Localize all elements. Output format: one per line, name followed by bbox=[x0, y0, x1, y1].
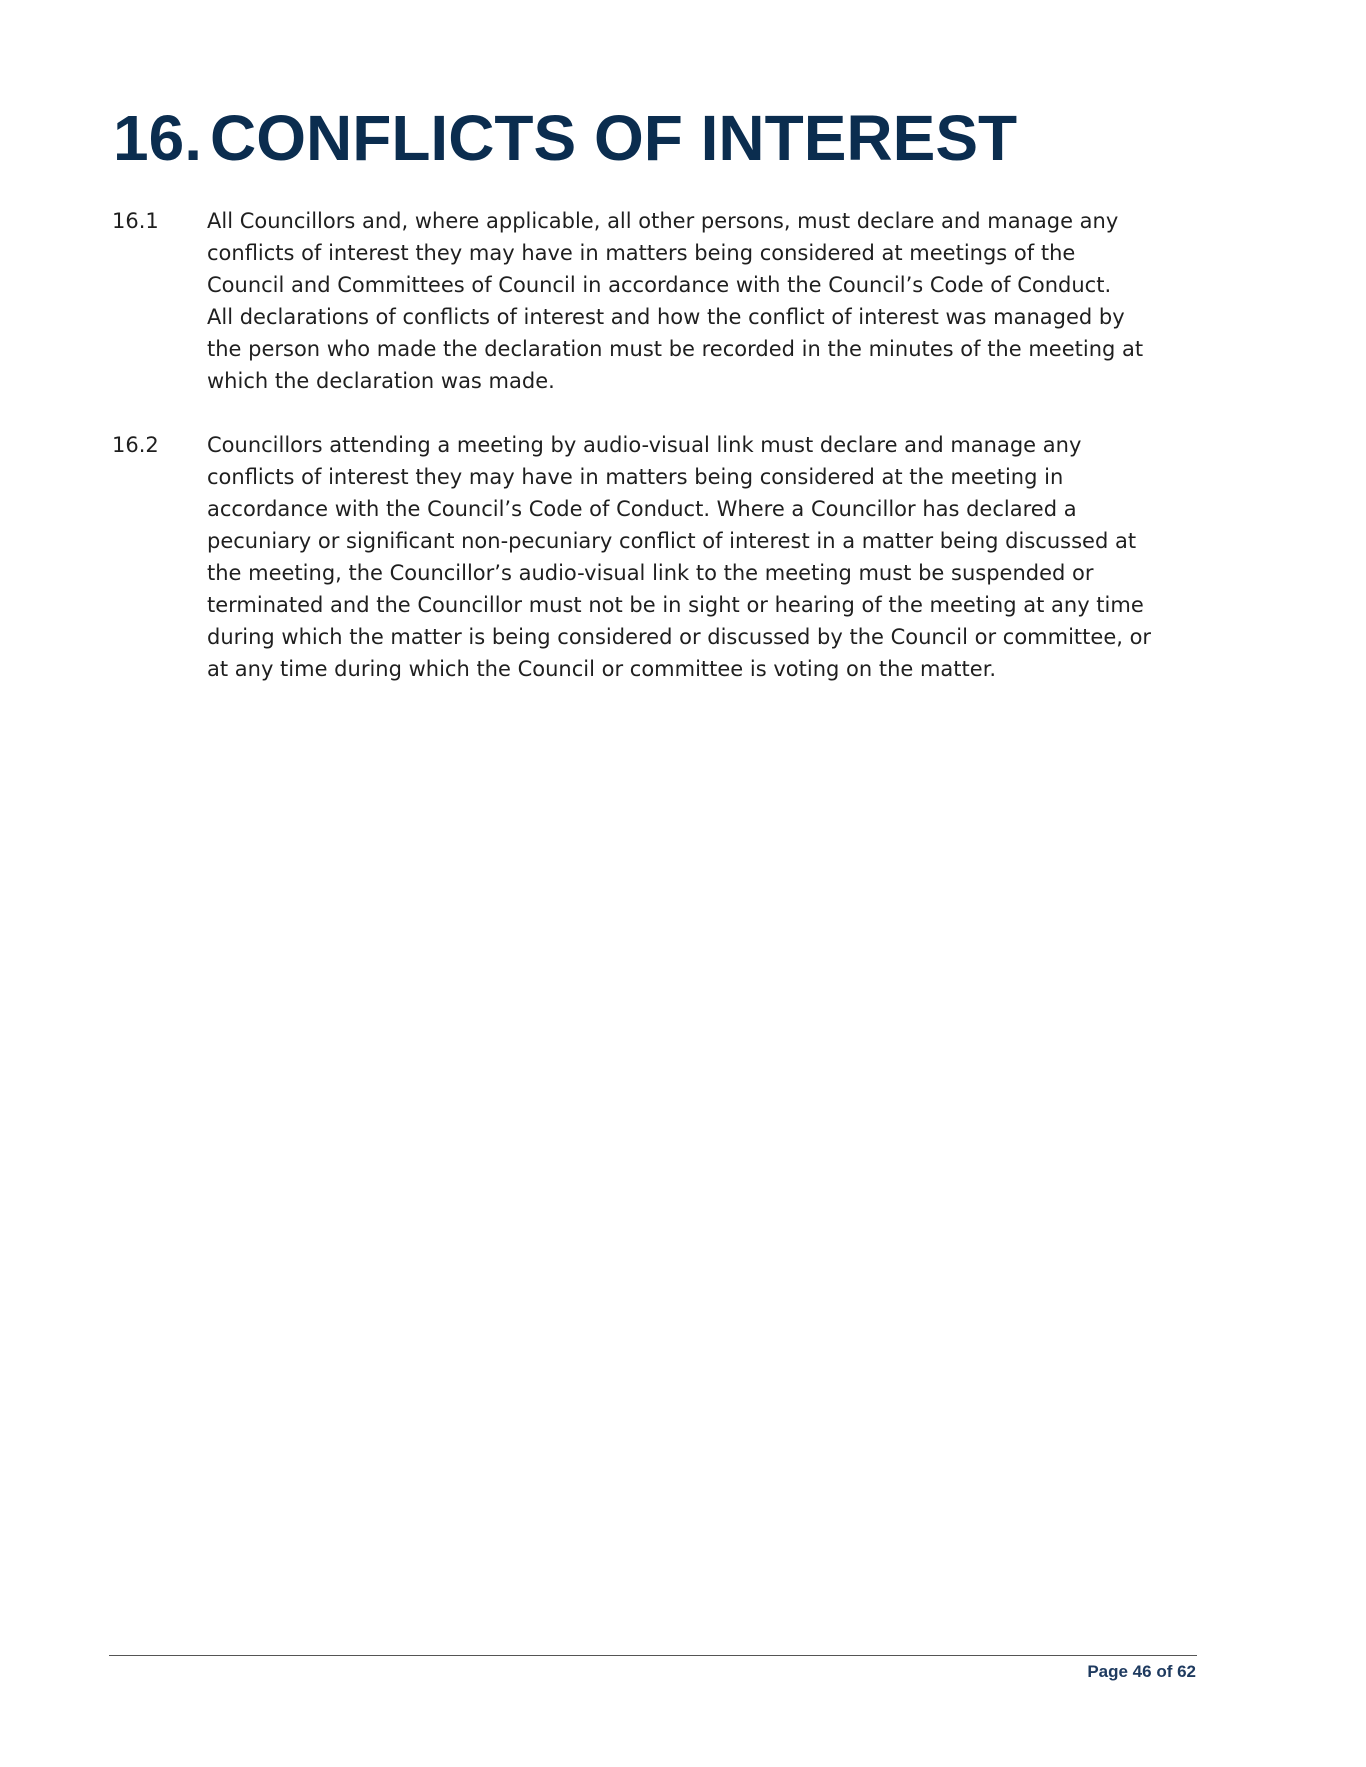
clause-line: the meeting, the Councillor’s audio-visual link to the meeting must be suspended or bbox=[207, 561, 1094, 585]
clause-line: during which the matter is being considered or discussed by the Council or committee, or bbox=[207, 625, 1152, 649]
clause-line: All declarations of conflicts of interest and how the conflict of interest was managed by bbox=[207, 305, 1125, 329]
clause-line: at any time during which the Council or committee is voting on the matter. bbox=[207, 657, 997, 681]
section-title: CONFLICTS OF INTEREST bbox=[210, 102, 1018, 174]
clause-line: conflicts of interest they may have in matters being considered at the meeting in bbox=[207, 465, 1064, 489]
clause-line: All Councillors and, where applicable, all other persons, must declare and manage any bbox=[207, 209, 1119, 233]
clause-text bbox=[207, 205, 1222, 397]
clause-line: the person who made the declaration must be recorded in the minutes of the meeting at bbox=[207, 337, 1144, 361]
section-heading bbox=[113, 98, 1017, 178]
clause-number: 16.2 bbox=[112, 433, 159, 457]
clause-text bbox=[207, 429, 1222, 685]
clause-line: terminated and the Councillor must not be in sight or hearing of the meeting at any time bbox=[207, 593, 1144, 617]
clause-line: accordance with the Council’s Code of Conduct. Where a Councillor has declared a bbox=[207, 497, 1077, 521]
page-number: Page 46 of 62 bbox=[1087, 1662, 1196, 1681]
clause-line: which the declaration was made. bbox=[207, 369, 555, 393]
clause-number: 16.1 bbox=[112, 209, 159, 233]
clause-line: Council and Committees of Council in accordance with the Council’s Code of Conduct. bbox=[207, 273, 1112, 297]
section-number: 16. bbox=[113, 102, 202, 174]
clause-line: pecuniary or significant non-pecuniary conflict of interest in a matter being discussed at bbox=[207, 529, 1137, 553]
clause-line: Councillors attending a meeting by audio-visual link must declare and manage any bbox=[207, 433, 1082, 457]
clause-line: conflicts of interest they may have in matters being considered at meetings of the bbox=[207, 241, 1076, 265]
footer-divider bbox=[109, 1655, 1197, 1656]
